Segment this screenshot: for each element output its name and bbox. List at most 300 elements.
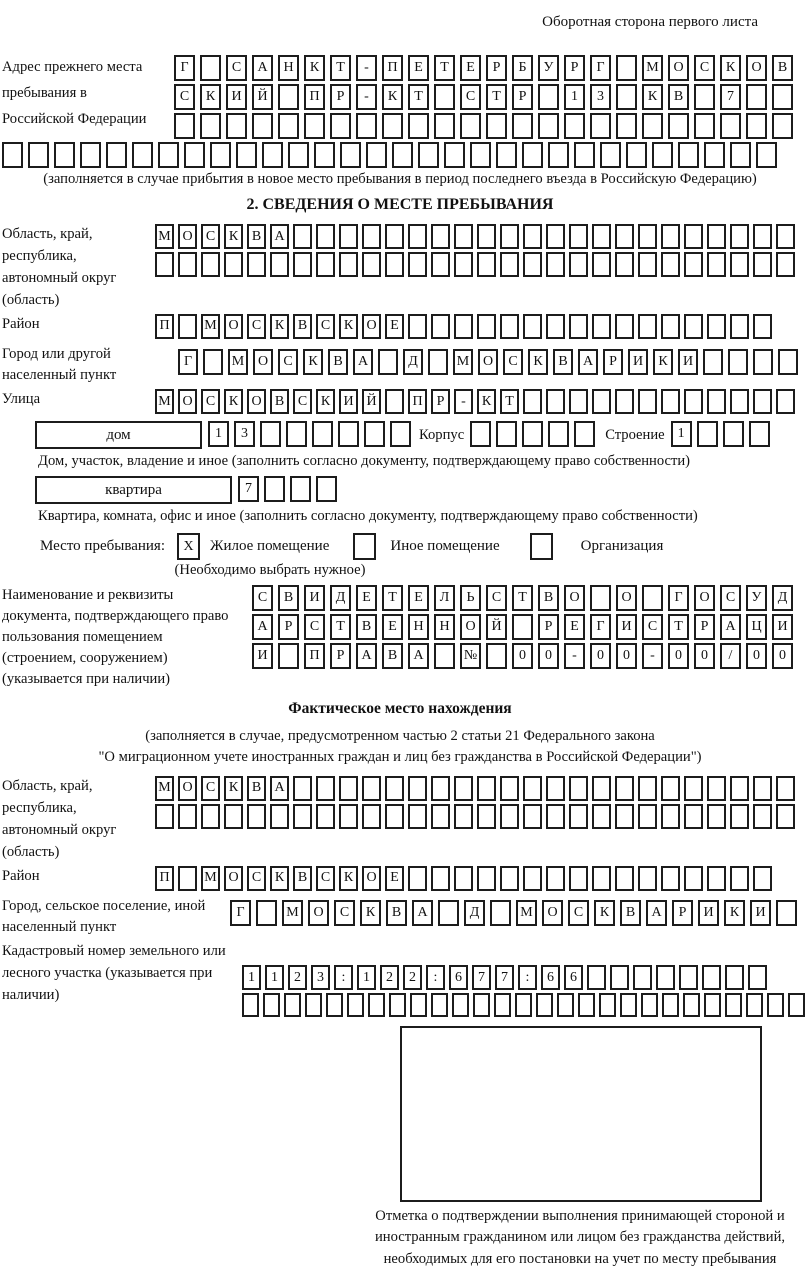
- form-cell: [753, 776, 772, 801]
- form-cell: [707, 314, 726, 339]
- section2-region-row1: [155, 224, 795, 249]
- section2-district-label: Район: [2, 315, 40, 332]
- form-cell: :: [334, 965, 353, 990]
- form-cell: А: [252, 55, 273, 81]
- form-cell: [201, 804, 220, 829]
- form-cell: С: [226, 55, 247, 81]
- form-cell: [546, 314, 565, 339]
- form-cell: [615, 804, 634, 829]
- form-cell: [590, 585, 611, 611]
- form-cell: Р: [564, 55, 585, 81]
- form-cell: [592, 389, 611, 414]
- form-cell: [730, 142, 751, 168]
- form-cell: [473, 993, 490, 1017]
- form-cell: [730, 252, 749, 277]
- form-cell: Г: [668, 585, 689, 611]
- form-cell: [684, 804, 703, 829]
- form-cell: [178, 804, 197, 829]
- form-cell: [477, 252, 496, 277]
- form-cell: [626, 142, 647, 168]
- form-cell: Р: [486, 55, 507, 81]
- form-cell: А: [578, 349, 598, 375]
- form-cell: 7: [238, 476, 259, 502]
- form-cell: [615, 389, 634, 414]
- prev-address-rows: [174, 55, 793, 142]
- form-cell: -: [356, 84, 377, 110]
- form-cell: [523, 389, 542, 414]
- form-cell: [638, 776, 657, 801]
- actual-district-label: Район: [2, 867, 40, 884]
- form-cell: [661, 776, 680, 801]
- form-cell: [776, 252, 795, 277]
- form-cell: П: [408, 389, 427, 414]
- form-cell: [431, 252, 450, 277]
- form-cell: О: [253, 349, 273, 375]
- form-cell: [496, 142, 517, 168]
- form-cell: К: [642, 84, 663, 110]
- form-cell: [707, 252, 726, 277]
- actual-location-title: Фактическое место нахождения: [288, 699, 512, 717]
- form-cell: К: [360, 900, 381, 926]
- form-cell: [477, 776, 496, 801]
- form-cell: Н: [408, 614, 429, 640]
- form-cell: [616, 55, 637, 81]
- form-cell: [661, 804, 680, 829]
- form-cell: [500, 314, 519, 339]
- actual-region-label: Область, край, республика, автономный округ (область): [2, 777, 117, 860]
- form-cell: В: [382, 643, 403, 669]
- confirmation-stamp-box: [400, 1026, 762, 1202]
- prev-address-block: [2, 55, 798, 142]
- section2-district-row: [155, 314, 772, 339]
- form-cell: [633, 965, 652, 990]
- form-cell: Й: [486, 614, 507, 640]
- stay-type-row: [40, 533, 798, 560]
- form-cell: [569, 252, 588, 277]
- form-cell: [600, 142, 621, 168]
- form-cell: Д: [464, 900, 485, 926]
- form-cell: [477, 314, 496, 339]
- form-cell: Р: [694, 614, 715, 640]
- form-cell: [616, 113, 637, 139]
- section2-region-label: Область, край, республика, автономный округ (область): [2, 226, 117, 308]
- form-cell: [263, 993, 280, 1017]
- form-cell: :: [426, 965, 445, 990]
- apartment-caption: Квартира, комната, офис и иное (заполнить согласно документу, подтверждающему право собственности): [38, 508, 698, 525]
- form-cell: 6: [564, 965, 583, 990]
- form-cell: /: [720, 643, 741, 669]
- form-cell: [753, 349, 773, 375]
- section2-region-block: [2, 224, 798, 312]
- form-cell: [247, 804, 266, 829]
- form-cell: [155, 252, 174, 277]
- form-cell: С: [720, 585, 741, 611]
- form-cell: 1: [671, 421, 692, 447]
- actual-district-row: [155, 866, 772, 891]
- form-cell: [270, 252, 289, 277]
- form-cell: И: [750, 900, 771, 926]
- form-cell: [730, 314, 749, 339]
- form-cell: О: [308, 900, 329, 926]
- form-cell: В: [620, 900, 641, 926]
- form-cell: Е: [564, 614, 585, 640]
- confirmation-stamp-caption: Отметка о подтверждении выполнения принимающей стороной и иностранным гражданином или лицом без гражданства действий, необходимых для его постановки на учет по месту пребывания: [374, 1208, 786, 1267]
- form-cell: [638, 804, 657, 829]
- form-cell: [408, 804, 427, 829]
- form-cell: [707, 776, 726, 801]
- document-label: Наименование и реквизиты документа, подтверждающего право пользования помещением (строением, сооружением) (указывается при наличии): [2, 587, 229, 687]
- form-cell: [378, 349, 398, 375]
- form-cell: [226, 113, 247, 139]
- korpus-cells: [470, 421, 595, 447]
- form-cell: [339, 804, 358, 829]
- form-cell: К: [594, 900, 615, 926]
- form-cell: Т: [382, 585, 403, 611]
- form-cell: [641, 993, 658, 1017]
- form-cell: [642, 113, 663, 139]
- form-cell: У: [538, 55, 559, 81]
- form-cell: [592, 776, 611, 801]
- form-cell: Е: [385, 866, 404, 891]
- form-cell: Т: [486, 84, 507, 110]
- form-cell: [772, 84, 793, 110]
- form-cell: В: [772, 55, 793, 81]
- form-cell: [642, 585, 663, 611]
- form-cell: [242, 993, 259, 1017]
- form-cell: [720, 113, 741, 139]
- form-cell: [454, 776, 473, 801]
- form-cell: С: [247, 866, 266, 891]
- form-cell: [610, 965, 629, 990]
- form-cell: У: [746, 585, 767, 611]
- stay-type-option-other: Иное помещение: [390, 538, 500, 555]
- form-cell: [730, 804, 749, 829]
- form-cell: О: [694, 585, 715, 611]
- actual-city-label: Город, сельское поселение, иной населенный пункт: [2, 897, 206, 936]
- form-cell: [184, 142, 205, 168]
- form-cell: Т: [330, 614, 351, 640]
- form-cell: [569, 866, 588, 891]
- form-cell: 0: [772, 643, 793, 669]
- prev-address-row2: [174, 84, 793, 110]
- form-cell: И: [628, 349, 648, 375]
- stay-type-checkbox-organization: [530, 533, 553, 560]
- form-cell: И: [304, 585, 325, 611]
- form-cell: [569, 224, 588, 249]
- form-cell: 7: [472, 965, 491, 990]
- form-cell: [546, 804, 565, 829]
- form-cell: К: [316, 389, 335, 414]
- form-cell: [339, 224, 358, 249]
- form-cell: [546, 252, 565, 277]
- form-cell: [434, 643, 455, 669]
- cadastral-block: [2, 941, 798, 1020]
- form-cell: К: [224, 224, 243, 249]
- form-cell: [54, 142, 75, 168]
- form-cell: М: [516, 900, 537, 926]
- form-cell: 0: [668, 643, 689, 669]
- form-cell: [548, 142, 569, 168]
- form-cell: К: [303, 349, 323, 375]
- form-cell: [431, 776, 450, 801]
- form-cell: [431, 866, 450, 891]
- stay-type-option-residential: Жилое помещение: [210, 538, 330, 555]
- form-cell: [362, 224, 381, 249]
- form-cell: К: [200, 84, 221, 110]
- house-box-label: дом: [35, 421, 202, 449]
- form-cell: [746, 113, 767, 139]
- document-row1: [252, 585, 793, 611]
- form-cell: [174, 113, 195, 139]
- form-cell: О: [224, 866, 243, 891]
- section2-street-label: Улица: [2, 391, 41, 408]
- stay-type-note: (Необходимо выбрать нужное): [174, 562, 366, 579]
- form-cell: Г: [590, 55, 611, 81]
- form-cell: И: [252, 643, 273, 669]
- form-cell: [434, 84, 455, 110]
- form-cell: [286, 421, 307, 447]
- form-cell: 0: [538, 643, 559, 669]
- form-cell: [753, 314, 772, 339]
- form-cell: [522, 421, 543, 447]
- form-cell: [338, 421, 359, 447]
- form-cell: [382, 113, 403, 139]
- form-cell: С: [252, 585, 273, 611]
- section2-region-row2: [155, 252, 795, 277]
- form-cell: С: [568, 900, 589, 926]
- form-cell: [339, 252, 358, 277]
- form-cell: Е: [408, 55, 429, 81]
- form-cell: [316, 776, 335, 801]
- form-cell: Й: [252, 84, 273, 110]
- form-cell: [293, 776, 312, 801]
- form-cell: [477, 804, 496, 829]
- form-cell: [592, 804, 611, 829]
- form-cell: 0: [512, 643, 533, 669]
- form-cell: [723, 421, 744, 447]
- form-cell: А: [720, 614, 741, 640]
- form-cell: П: [155, 866, 174, 891]
- form-cell: [753, 804, 772, 829]
- prev-address-row4: [2, 142, 798, 168]
- house-caption: Дом, участок, владение и иное (заполнить согласно документу, подтверждающему право собственности): [38, 453, 691, 470]
- form-cell: [661, 252, 680, 277]
- form-cell: Н: [434, 614, 455, 640]
- form-cell: [512, 113, 533, 139]
- section2-city-row: [178, 349, 798, 375]
- form-cell: [776, 224, 795, 249]
- form-cell: [679, 965, 698, 990]
- form-cell: [538, 113, 559, 139]
- form-cell: [452, 993, 469, 1017]
- form-cell: [438, 900, 459, 926]
- form-cell: [385, 252, 404, 277]
- form-cell: [486, 643, 507, 669]
- form-cell: [668, 113, 689, 139]
- form-cell: Т: [434, 55, 455, 81]
- stroenie-label: Строение: [605, 427, 665, 444]
- form-cell: [366, 142, 387, 168]
- form-cell: [615, 866, 634, 891]
- form-cell: К: [270, 866, 289, 891]
- cadastral-row1: [242, 965, 805, 990]
- form-cell: [390, 421, 411, 447]
- form-cell: [408, 224, 427, 249]
- form-cell: [592, 224, 611, 249]
- form-cell: [707, 224, 726, 249]
- form-cell: [788, 993, 805, 1017]
- korpus-label: Корпус: [419, 427, 465, 444]
- form-cell: [569, 389, 588, 414]
- form-cell: [203, 349, 223, 375]
- form-cell: [431, 314, 450, 339]
- section2-street-block: [2, 389, 798, 417]
- form-cell: [730, 776, 749, 801]
- form-cell: О: [460, 614, 481, 640]
- form-cell: 3: [234, 421, 255, 447]
- form-cell: :: [518, 965, 537, 990]
- form-cell: С: [201, 224, 220, 249]
- form-cell: [778, 349, 798, 375]
- form-cell: [293, 804, 312, 829]
- form-cell: Е: [385, 314, 404, 339]
- form-cell: [697, 421, 718, 447]
- form-cell: [684, 224, 703, 249]
- form-cell: [749, 421, 770, 447]
- prev-address-row1: [174, 55, 793, 81]
- form-cell: Е: [460, 55, 481, 81]
- form-cell: [725, 965, 744, 990]
- form-cell: [256, 900, 277, 926]
- form-cell: А: [646, 900, 667, 926]
- form-cell: [236, 142, 257, 168]
- form-cell: [590, 113, 611, 139]
- form-cell: В: [278, 585, 299, 611]
- form-cell: [278, 643, 299, 669]
- form-cell: [28, 142, 49, 168]
- prev-address-row3: [174, 113, 793, 139]
- form-cell: [500, 252, 519, 277]
- form-cell: [200, 55, 221, 81]
- form-cell: К: [224, 389, 243, 414]
- form-cell: [569, 776, 588, 801]
- form-cell: [368, 993, 385, 1017]
- form-cell: [470, 142, 491, 168]
- form-cell: Е: [382, 614, 403, 640]
- form-cell: Г: [178, 349, 198, 375]
- form-cell: [592, 314, 611, 339]
- form-cell: В: [293, 314, 312, 339]
- document-block: [2, 585, 798, 689]
- form-cell: [410, 993, 427, 1017]
- form-cell: [662, 993, 679, 1017]
- form-cell: [290, 476, 311, 502]
- form-cell: [694, 84, 715, 110]
- form-cell: О: [178, 776, 197, 801]
- form-cell: А: [408, 643, 429, 669]
- form-cell: [661, 224, 680, 249]
- form-cell: 2: [380, 965, 399, 990]
- form-cell: [638, 389, 657, 414]
- form-cell: И: [678, 349, 698, 375]
- form-cell: 1: [242, 965, 261, 990]
- form-cell: [615, 776, 634, 801]
- form-cell: [546, 776, 565, 801]
- actual-region-block: [2, 776, 798, 864]
- form-cell: [512, 614, 533, 640]
- form-cell: [304, 113, 325, 139]
- form-cell: А: [412, 900, 433, 926]
- actual-region-row2: [155, 804, 795, 829]
- form-cell: Л: [434, 585, 455, 611]
- form-cell: [615, 252, 634, 277]
- form-cell: С: [201, 776, 220, 801]
- form-cell: [316, 224, 335, 249]
- form-cell: С: [278, 349, 298, 375]
- form-cell: [638, 314, 657, 339]
- form-cell: П: [304, 643, 325, 669]
- form-cell: [638, 866, 657, 891]
- section2-district-block: [2, 314, 798, 342]
- form-cell: О: [178, 389, 197, 414]
- form-cell: [661, 314, 680, 339]
- stay-type-checkbox-residential: X: [177, 533, 200, 560]
- form-cell: [638, 224, 657, 249]
- form-cell: [707, 866, 726, 891]
- form-cell: -: [454, 389, 473, 414]
- form-cell: С: [201, 389, 220, 414]
- form-cell: Т: [512, 585, 533, 611]
- form-cell: [548, 421, 569, 447]
- form-cell: [454, 866, 473, 891]
- form-cell: [262, 142, 283, 168]
- form-cell: [725, 993, 742, 1017]
- form-cell: [523, 776, 542, 801]
- form-cell: О: [178, 224, 197, 249]
- form-cell: М: [453, 349, 473, 375]
- form-cell: Р: [431, 389, 450, 414]
- form-cell: К: [528, 349, 548, 375]
- form-cell: С: [642, 614, 663, 640]
- form-cell: [270, 804, 289, 829]
- form-cell: [340, 142, 361, 168]
- form-cell: Р: [330, 84, 351, 110]
- form-cell: М: [201, 314, 220, 339]
- form-cell: 7: [720, 84, 741, 110]
- apartment-cells: [238, 476, 337, 502]
- form-cell: К: [224, 776, 243, 801]
- form-cell: [158, 142, 179, 168]
- form-cell: [362, 776, 381, 801]
- form-cell: [385, 804, 404, 829]
- form-cell: [702, 965, 721, 990]
- document-row3: [252, 643, 793, 669]
- form-cell: [496, 421, 517, 447]
- form-cell: А: [353, 349, 373, 375]
- form-cell: [661, 389, 680, 414]
- form-cell: [454, 224, 473, 249]
- form-cell: [80, 142, 101, 168]
- form-cell: [454, 804, 473, 829]
- prev-address-note: (заполняется в случае прибытия в новое место пребывания в период последнего въезда в Российскую Федерацию): [43, 171, 757, 187]
- form-cell: [201, 252, 220, 277]
- form-cell: В: [553, 349, 573, 375]
- form-cell: 3: [590, 84, 611, 110]
- form-cell: [454, 314, 473, 339]
- form-cell: [408, 113, 429, 139]
- form-cell: [200, 113, 221, 139]
- form-cell: [569, 314, 588, 339]
